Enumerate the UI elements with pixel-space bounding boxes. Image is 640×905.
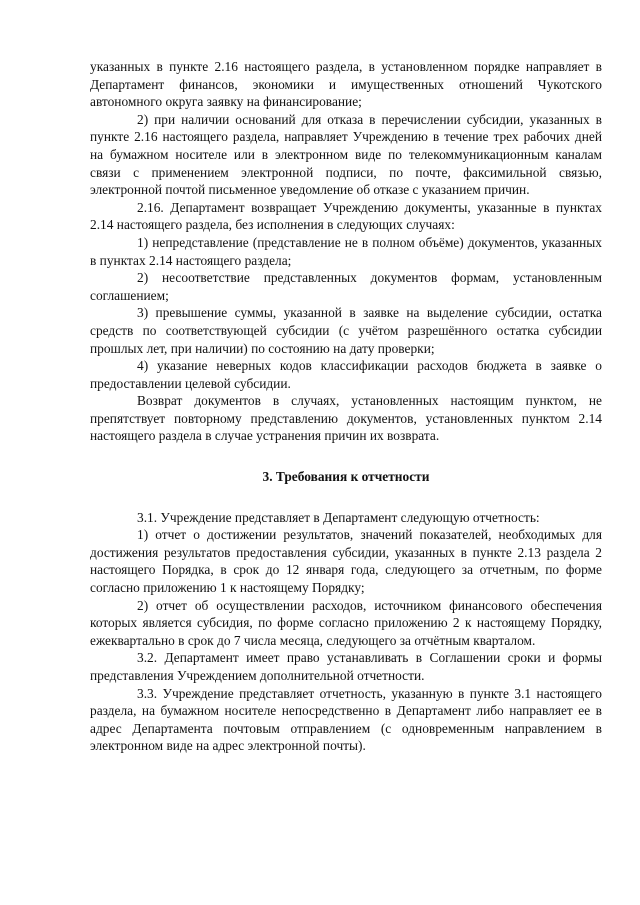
paragraph: 3) превышение суммы, указанной в заявке на выделение субсидии, остатка средств по соответствующей субсидии (с учётом разрешённого остатка субсидии прошлых лет, при наличии) по состоянию на дату проверки; bbox=[90, 305, 602, 356]
paragraph: 1) отчет о достижении результатов, значений показателей, необходимых для достижения результатов предоставления субсидии, указанных в пункте 2.13 раздела 2 настоящего Порядка, в срок до 12 января года, следующего за отчетным, по форме согласно приложению 1 к настоящему Порядку; bbox=[90, 527, 602, 596]
paragraph: 2.16. Департамент возвращает Учреждению документы, указанные в пунктах 2.14 настоящего раздела, без исполнения в следующих случаях: bbox=[90, 199, 602, 233]
paragraph: 2) при наличии оснований для отказа в перечислении субсидии, указанных в пункте 2.16 настоящего раздела, направляет Учреждению в течение трех рабочих дней на бумажном носителе или в электронном виде по телекоммуникационным каналам связи с применением электронной подписи, по почте, факсимильной связью, электронной почтой письменное уведомление об отказе с указанием причин. bbox=[90, 111, 602, 198]
paragraph: 4) указание неверных кодов классификации расходов бюджета в заявке о предоставлении целевой субсидии. bbox=[90, 358, 602, 391]
paragraph: 1) непредставление (представление не в полном объёме) документов, указанных в пунктах 2.14 настоящего раздела; bbox=[90, 234, 602, 268]
paragraph: Возврат документов в случаях, установленных настоящим пунктом, не препятствует повторному представлению документов, установленных пунктом 2.14 настоящего раздела в случае устранения причин их возврата. bbox=[90, 393, 602, 444]
paragraph: 3.1. Учреждение представляет в Департамент следующую отчетность: bbox=[137, 509, 540, 525]
paragraph: 2) несоответствие представленных документов формам, установленным соглашением; bbox=[90, 270, 602, 303]
paragraph: 2) отчет об осуществлении расходов, источником финансового обеспечения которых является субсидия, по форме согласно приложению 2 к настоящему Порядку, ежеквартально в срок до 7 числа месяца, следующего за отчётным кварталом. bbox=[90, 597, 602, 648]
paragraph: указанных в пункте 2.16 настоящего раздела, в установленном порядке направляет в Департамент финансов, экономики и имущественных отношений Чукотского автономного округа заявку на финансирование; bbox=[90, 59, 602, 110]
document-page bbox=[90, 58, 602, 755]
paragraph: 3.2. Департамент имеет право устанавливать в Соглашении сроки и формы представления Учреждением дополнительной отчетности. bbox=[90, 650, 602, 683]
section-heading: 3. Требования к отчетности bbox=[262, 469, 430, 485]
paragraph: 3.3. Учреждение представляет отчетность, указанную в пункте 3.1 настоящего раздела, на бумажном носителе непосредственно в Департамент либо направляет ее в адрес Департамента почтовым отправлением (с одновременным направлением в электронном виде на адрес электронной почты). bbox=[90, 685, 602, 754]
